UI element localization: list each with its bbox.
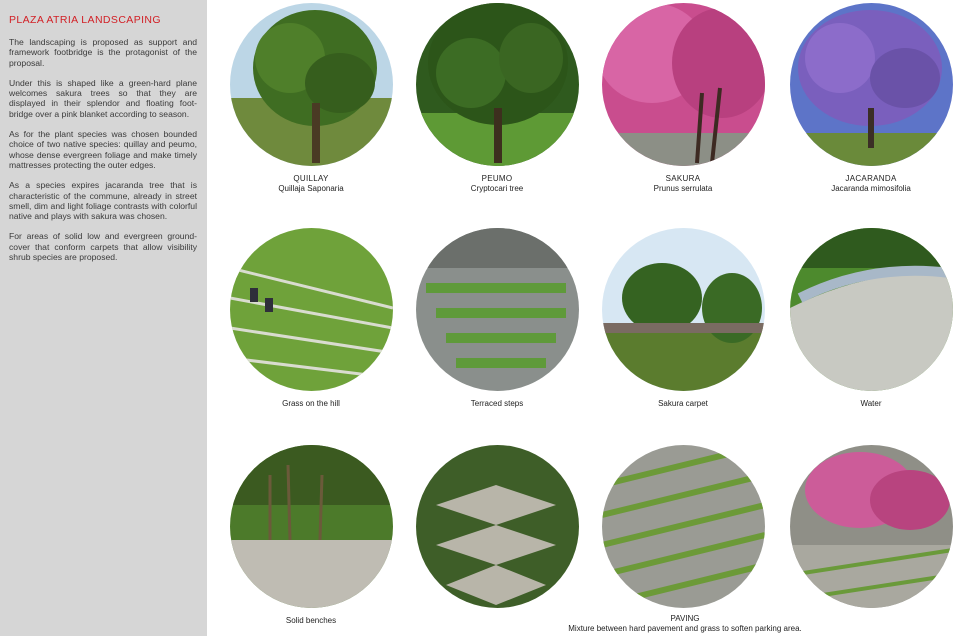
peumo-card: [412, 3, 582, 194]
benches-caption: Solid benches: [285, 616, 337, 625]
benches-photo: [230, 445, 393, 608]
jacaranda-photo: [790, 3, 953, 166]
sakura-photo: [602, 3, 765, 166]
aerial-photo: [416, 445, 579, 608]
jacaranda-name: JACARANDA: [845, 174, 897, 183]
aerial-card: [412, 445, 582, 608]
water-caption: Water: [860, 399, 882, 408]
water-photo: [790, 228, 953, 391]
paving-caption: [520, 614, 850, 634]
paving-title: PAVING: [670, 614, 700, 623]
peumo-photo: [416, 3, 579, 166]
paving-description: Mixture between hard pavement and grass to soften parking area.: [568, 624, 802, 633]
quillay-latin: Quillaja Saponaria: [278, 184, 344, 193]
paragraph-2: Under this is shaped like a green-hard plane welcomes sakura trees so that they are displayed in their splendor and floating foot-bridge over a pink blanket according to season.: [9, 77, 197, 119]
terraced-caption: Terraced steps: [470, 399, 524, 408]
sakura-latin: Prunus serrulata: [653, 184, 713, 193]
peumo-latin: Cryptocari tree: [470, 184, 524, 193]
quillay-card: [226, 3, 396, 194]
paving-card: [598, 445, 768, 608]
terraced-card: [412, 228, 582, 408]
sakura-carpet-photo: [602, 228, 765, 391]
sakura-plaza-photo: [790, 445, 953, 608]
peumo-name: PEUMO: [481, 174, 513, 183]
quillay-photo: [230, 3, 393, 166]
grass-caption: Grass on the hill: [282, 399, 340, 408]
terraced-photo: [416, 228, 579, 391]
paragraph-1: The landscaping is proposed as support and framework footbridge is the protagonist of the proposal.: [9, 37, 197, 68]
sakura-carpet-card: [598, 228, 768, 408]
paving-photo: [602, 445, 765, 608]
quillay-name: QUILLAY: [293, 174, 329, 183]
water-card: [786, 228, 956, 408]
sakura-carpet-caption: Sakura carpet: [658, 399, 708, 408]
sakura-card: [598, 3, 768, 194]
grass-card: [226, 228, 396, 408]
paragraph-3: As for the plant species was chosen bounded choice of two native species: quillay and peumo, whose dense evergreen foliage and make timely mattresses protecting the outer edges.: [9, 129, 197, 170]
description-text: [9, 37, 197, 272]
grass-photo: [230, 228, 393, 391]
benches-card: [226, 445, 396, 625]
paragraph-4: As a species expires jacaranda tree that is characteristic of the commune, already in street smell, dim and light foliage contrasts with colorful native and plays with sakura was chosen.: [9, 180, 197, 222]
jacaranda-latin: Jacaranda mimosifolia: [831, 184, 911, 193]
sakura-name: SAKURA: [665, 174, 701, 183]
sakura-plaza-card: [786, 445, 956, 608]
sidebar-panel: [0, 0, 207, 636]
page-title: PLAZA ATRIA LANDSCAPING: [9, 14, 161, 26]
jacaranda-card: [786, 3, 956, 194]
paragraph-5: For areas of solid low and evergreen ground-cover that conform carpets that allow visibility shrub species are proposed.: [9, 231, 197, 263]
